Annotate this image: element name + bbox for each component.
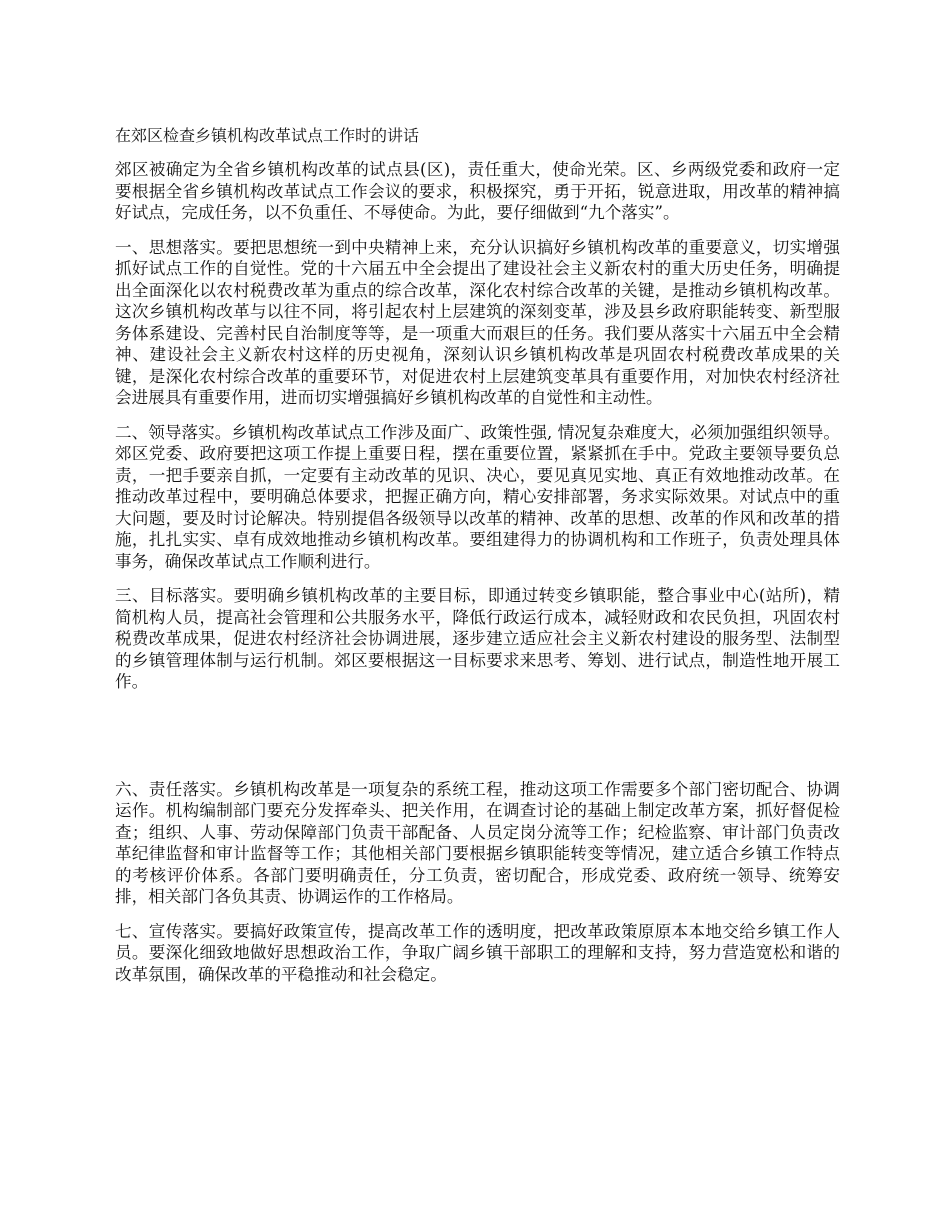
section-goal: 三、目标落实。要明确乡镇机构改革的主要目标，即通过转变乡镇职能，整合事业中心(站所)，精简机构人员，提高社会管理和公共服务水平，降低行政运行成本，减轻财政和农民负担，巩固农村税费改革成果，促进农村经济社会协调进展，逐步建立适应社会主义新农村建设的服务型、法制型的乡镇管理体制与运行机制。郊区要根据这一目标要求来思考、筹划、进行试点，制造性地开展工作。 [115, 586, 840, 691]
section-leadership: 二、领导落实。乡镇机构改革试点工作涉及面广、政策性强, 情况复杂难度大，必须加强组织领导。郊区党委、政府要把这项工作提上重要日程，摆在重要位置，紧紧抓在手中。党政主要领导要负总责，一把手要亲自抓，一定要有主动改革的见识、决心，要见真见实地、真正有效地推动改革。在推动改革过程中，要明确总体要求，把握正确方向，精心安排部署，务求实际效果。对试点中的重大问题，要及时讨论解决。特别提倡各级领导以改革的精神、改革的思想、改革的作风和改革的措施，扎扎实实、卓有成效地推动乡镇机构改革。要组建得力的协调机构和工作班子，负责处理具体事务，确保改革试点工作顺利进行。 [115, 422, 840, 571]
intro-paragraph: 郊区被确定为全省乡镇机构改革的试点县(区)，责任重大，使命光荣。区、乡两级党委和政府一定要根据全省乡镇机构改革试点工作会议的要求，积极探究，勇于开拓，锐意进取，用改革的精神搞好试点，完成任务，以不负重任、不辱使命。为此，要仔细做到“九个落实”。 [115, 160, 840, 222]
section-responsibility: 六、责任落实。乡镇机构改革是一项复杂的系统工程，推动这项工作需要多个部门密切配合、协调运作。机构编制部门要充分发挥牵头、把关作用，在调查讨论的基础上制定改革方案，抓好督促检查；组织、人事、劳动保障部门负责干部配备、人员定岗分流等工作；纪检监察、审计部门负责改革纪律监督和审计监督等工作；其他相关部门要根据乡镇职能转变等情况，建立适合乡镇工作特点的考核评价体系。各部门要明确责任，分工负责，密切配合，形成党委、政府统一领导、统筹安排，相关部门各负其责、协调运作的工作格局。 [115, 779, 840, 906]
section-thought: 一、思想落实。要把思想统一到中央精神上来，充分认识搞好乡镇机构改革的重要意义，切实增强抓好试点工作的自觉性。党的十六届五中全会提出了建设社会主义新农村的重大历史任务，明确提出全面深化以农村税费改革为重点的综合改革，深化农村综合改革的关键，是推动乡镇机构改革。这次乡镇机构改革与以往不同，将引起农村上层建筑的深刻变革，涉及县乡政府职能转变、新型服务体系建设、完善村民自治制度等等，是一项重大而艰巨的任务。我们要从落实十六届五中全会精神、建设社会主义新农村这样的历史视角，深刻认识乡镇机构改革是巩固农村税费改革成果的关键，是深化农村综合改革的重要环节，对促进农村上层建筑变革具有重要作用，对加快农村经济社会进展具有重要作用，进而切实增强搞好乡镇机构改革的自觉性和主动性。 [115, 237, 840, 407]
blank-gap [115, 706, 840, 779]
section-publicity: 七、宣传落实。要搞好政策宣传，提高改革工作的透明度，把改革政策原原本本地交给乡镇工作人员。要深化细致地做好思想政治工作，争取广阔乡镇干部职工的理解和支持，努力营造宽松和谐的改革氛围，确保改革的平稳推动和社会稳定。 [115, 921, 840, 984]
document-page [115, 123, 840, 998]
document-title: 在郊区检查乡镇机构改革试点工作时的讲话 [115, 126, 420, 145]
